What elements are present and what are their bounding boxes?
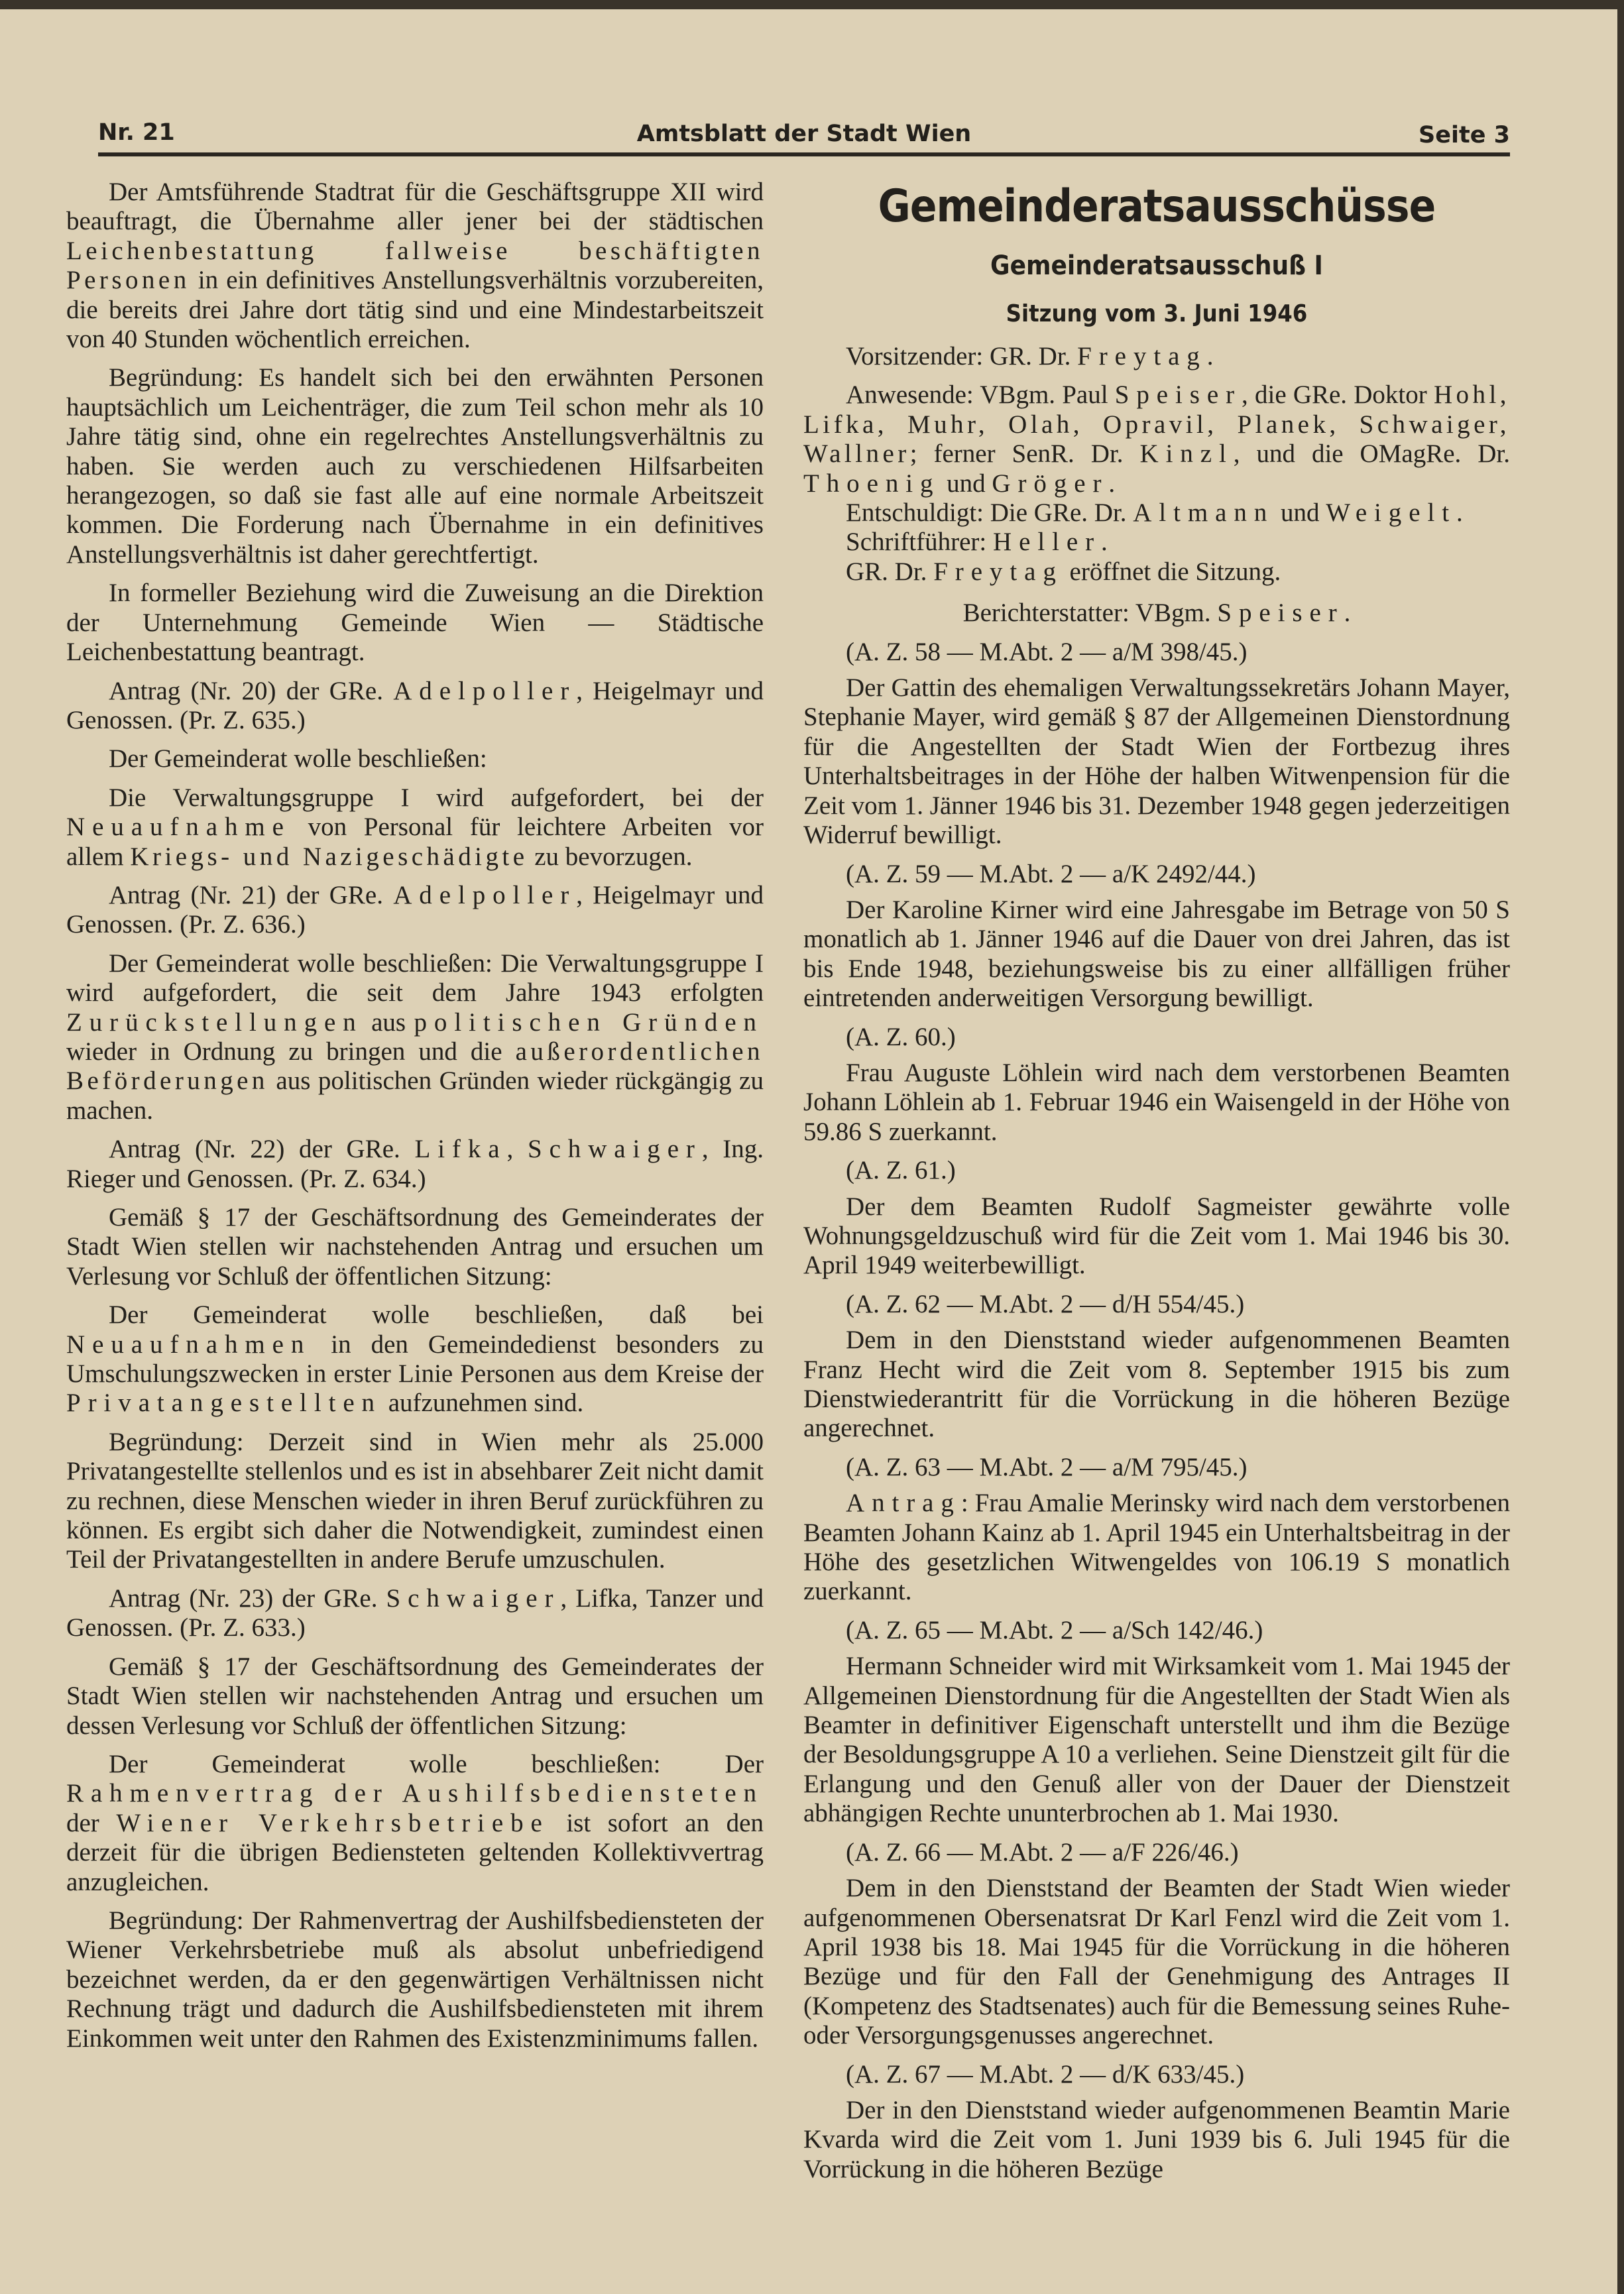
paragraph: Begründung: Es handelt sich bei den erwähnten Personen hauptsächlich um Leichenträger, die zum Teil schon mehr als 10 Jahre tätig sind, ohne ein regelrechtes Anstellungsverhältnis zu haben. Sie werden auch zu verschiedenen Hilfsarbeiten herangezogen, so daß sie fast alle auf eine normale Arbeitszeit kommen. Die Forderung nach Übernahme in ein definitives Anstellungsverhältnis ist daher gerechtfertigt. bbox=[66, 363, 764, 569]
session-date: Sitzung vom 3. Juni 1946 bbox=[1006, 300, 1308, 327]
paragraph: Der Karoline Kirner wird eine Jahresgabe im Betrage von 50 S monatlich ab 1. Jänner 1946 auf die Dauer von drei Jahren, das ist bis Ende 1948, beziehungsweise bis zu einer allfälligen früher eintretenden anderweitigen Versorgung bewilligt. bbox=[803, 895, 1510, 1013]
right-column bbox=[803, 178, 1510, 2193]
paragraph: Antrag (Nr. 22) der GRe. Lifka, Schwaiger, Ing. Rieger und Genossen. (Pr. Z. 634.) bbox=[66, 1135, 764, 1193]
paragraph: Der Gemeinderat wolle beschließen, daß bei Neuaufnahmen in den Gemeindedienst besonders zu Umschulungszwecken in erster Linie Personen aus dem Kreise der Privatangestellten aufzunehmen sind. bbox=[66, 1300, 764, 1418]
paragraph: Der in den Dienststand wieder aufgenommenen Beamtin Marie Kvarda wird die Zeit vom 1. Juni 1939 bis 6. Juli 1945 für die Vorrückung in die höheren Bezüge bbox=[803, 2095, 1510, 2183]
paragraph: Hermann Schneider wird mit Wirksamkeit vom 1. Mai 1945 der Allgemeinen Dienstordnung für die Angestellten der Stadt Wien als Beamter in definitiver Eigenschaft unterstellt und ihm die Bezüge der Besoldungsgruppe A 10 a verliehen. Seine Dienstzeit gilt für die Erlangung und den Genuß aller von der Dauer der Dienstzeit abhängigen Rechte ununterbrochen ab 1. Mai 1930. bbox=[803, 1652, 1510, 1828]
paragraph: Begründung: Der Rahmenvertrag der Aushilfsbediensteten der Wiener Verkehrsbetriebe muß als absolut unbefriedigend bezeichnet werden, da er den gegenwärtigen Verhältnissen nicht Rechnung trägt und dadurch die Aushilfsbediensteten mit ihrem Einkommen weit unter den Rahmen des Existenzminimums fallen. bbox=[66, 1906, 764, 2053]
paragraph: Der Gemeinderat wolle beschließen: Die Verwaltungsgruppe I wird aufgefordert, die seit dem Jahre 1943 erfolgten Zurückstellungen aus politischen Gründen wieder in Ordnung zu bringen und die außerordentlichen Beförderungen aus politischen Gründen wieder rückgängig zu machen. bbox=[66, 948, 764, 1125]
paragraph: Begründung: Derzeit sind in Wien mehr als 25.000 Privatangestellte stellenlos und es ist in absehbarer Zeit nicht damit zu rechnen, diese Menschen wieder in ihren Beruf zurückführen zu können. Es ergibt sich daher die Notwendigkeit, zumindest einen Teil der Privatangestellten in andere Berufe umzuschulen. bbox=[66, 1427, 764, 1574]
file-reference: (A. Z. 66 — M.Abt. 2 — a/F 226/46.) bbox=[846, 1837, 1239, 1866]
opening: GR. Dr. Freytag eröffnet die Sitzung. bbox=[846, 557, 1281, 586]
journal-title: Amtsblatt der Stadt Wien bbox=[636, 121, 972, 147]
excused: Entschuldigt: Die GRe. Dr. Altmann und Weigelt. bbox=[846, 498, 1463, 528]
page-header bbox=[98, 118, 1510, 151]
paragraph: Antrag (Nr. 23) der GRe. Schwaiger, Lifka, Tanzer und Genossen. (Pr. Z. 633.) bbox=[66, 1583, 764, 1642]
scan-edge-top bbox=[0, 0, 1624, 9]
file-reference: (A. Z. 65 — M.Abt. 2 — a/Sch 142/46.) bbox=[846, 1615, 1263, 1644]
file-reference: (A. Z. 61.) bbox=[846, 1156, 956, 1185]
chair-line: Vorsitzender: GR. Dr. Freytag. bbox=[846, 342, 1214, 371]
file-reference: (A. Z. 67 — M.Abt. 2 — d/K 633/45.) bbox=[846, 2059, 1245, 2089]
scan-edge-right bbox=[1617, 0, 1624, 2294]
committee-title: Gemeinderatsausschuß I bbox=[990, 251, 1323, 281]
file-reference: (A. Z. 63 — M.Abt. 2 — a/M 795/45.) bbox=[846, 1452, 1247, 1481]
paragraph: Dem in den Dienststand wieder aufgenommenen Beamten Franz Hecht wird die Zeit vom 8. September 1915 bis zum Dienstwiederantritt für die Vorrückung in die höheren Bezüge angerechnet. bbox=[803, 1326, 1510, 1443]
page-number: Seite 3 bbox=[1419, 122, 1510, 148]
issue-number: Nr. 21 bbox=[98, 119, 175, 146]
header-rule bbox=[98, 152, 1510, 156]
file-reference: (A. Z. 59 — M.Abt. 2 — a/K 2492/44.) bbox=[846, 859, 1256, 888]
left-column bbox=[66, 178, 764, 2063]
paragraph: Gemäß § 17 der Geschäftsordnung des Gemeinderates der Stadt Wien stellen wir nachstehenden Antrag und ersuchen um dessen Verlesung vor Schluß der öffentlichen Sitzung: bbox=[66, 1652, 764, 1740]
paragraph: Gemäß § 17 der Geschäftsordnung des Gemeinderates der Stadt Wien stellen wir nachstehenden Antrag und ersuchen um Verlesung vor Schluß der öffentlichen Sitzung: bbox=[66, 1203, 764, 1290]
paragraph: Der Gattin des ehemaligen Verwaltungssekretärs Johann Mayer, Stephanie Mayer, wird gemäß § 87 der Allgemeinen Dienstordnung für die Angestellten der Stadt Wien der Fortbezug ihres Unterhaltsbeitrages in der Höhe der halben Witwenpension für die Zeit vom 1. Jänner 1946 bis 31. Dezember 1948 gegen jederzeitigen Widerruf bewilligt. bbox=[803, 673, 1510, 850]
paragraph: Der Amtsführende Stadtrat für die Geschäftsgruppe XII wird beauftragt, die Übernahme aller jener bei der städtischen Leichenbestattung fallweise beschäftigten Personen in ein definitives Anstellungsverhältnis vorzubereiten, die bereits drei Jahre dort tätig sind und eine Mindestarbeitszeit von 40 Stunden wöchentlich erreichen. bbox=[66, 178, 764, 354]
attendees: Anwesende: VBgm. Paul Speiser, die GRe. Doktor Hohl, Lifka, Muhr, Olah, Opravil, Planek, Schwaiger, Wallner; ferner SenR. Dr. Kinzl, und die OMagRe. Dr. Thoenig und Gröger. bbox=[803, 380, 1510, 498]
paragraph: In formeller Beziehung wird die Zuweisung an die Direktion der Unternehmung Gemeinde Wien — Städtische Leichenbestattung beantragt. bbox=[66, 579, 764, 667]
section-title: Gemeinderatsausschüsse bbox=[878, 180, 1436, 233]
paragraph: Frau Auguste Löhlein wird nach dem verstorbenen Beamten Johann Löhlein ab 1. Februar 1946 ein Waisengeld in der Höhe von 59.86 S zuerkannt. bbox=[803, 1058, 1510, 1146]
paragraph: Der dem Beamten Rudolf Sagmeister gewährte volle Wohnungsgeldzuschuß wird für die Zeit vom 1. Mai 1946 bis 30. April 1949 weiterbewilligt. bbox=[803, 1192, 1510, 1280]
paragraph: Die Verwaltungsgruppe I wird aufgefordert, bei der Neuaufnahme von Personal für leichtere Arbeiten vor allem Kriegs- und Nazigeschädigte zu bevorzugen. bbox=[66, 783, 764, 871]
file-reference: (A. Z. 58 — M.Abt. 2 — a/M 398/45.) bbox=[846, 637, 1247, 666]
rapporteur: Berichterstatter: VBgm. Speiser. bbox=[962, 599, 1351, 628]
paragraph: Dem in den Dienststand der Beamten der Stadt Wien wieder aufgenommenen Obersenatsrat Dr Karl Fenzl wird die Zeit vom 1. April 1938 bis 18. Mai 1945 für die Vorrückung in die höheren Bezüge und für den Fall der Genehmigung des Antrages II (Kompetenz des Stadtsenates) auch für die Bemessung seines Ruhe- oder Versorgungsgenusses angerechnet. bbox=[803, 1874, 1510, 2050]
secretary: Schriftführer: Heller. bbox=[846, 528, 1108, 557]
paragraph: Antrag (Nr. 20) der GRe. Adelpoller, Heigelmayr und Genossen. (Pr. Z. 635.) bbox=[66, 676, 764, 734]
paragraph: Der Gemeinderat wolle beschließen: Der Rahmenvertrag der Aushilfsbediensteten der Wiener Verkehrsbetriebe ist sofort an den derzeit für die übrigen Bediensteten geltenden Kollektivvertrag anzugleichen. bbox=[66, 1749, 764, 1896]
paragraph: Antrag (Nr. 21) der GRe. Adelpoller, Heigelmayr und Genossen. (Pr. Z. 636.) bbox=[66, 880, 764, 939]
paragraph: Der Gemeinderat wolle beschließen: bbox=[109, 744, 487, 774]
paragraph: Antrag: Frau Amalie Merinsky wird nach dem verstorbenen Beamten Johann Kainz ab 1. April 1945 ein Unterhaltsbeitrag in der Höhe des gesetzlichen Witwengeldes von 106.19 S monatlich zuerkannt. bbox=[803, 1489, 1510, 1606]
file-reference: (A. Z. 60.) bbox=[846, 1022, 956, 1051]
file-reference: (A. Z. 62 — M.Abt. 2 — d/H 554/45.) bbox=[846, 1289, 1245, 1318]
